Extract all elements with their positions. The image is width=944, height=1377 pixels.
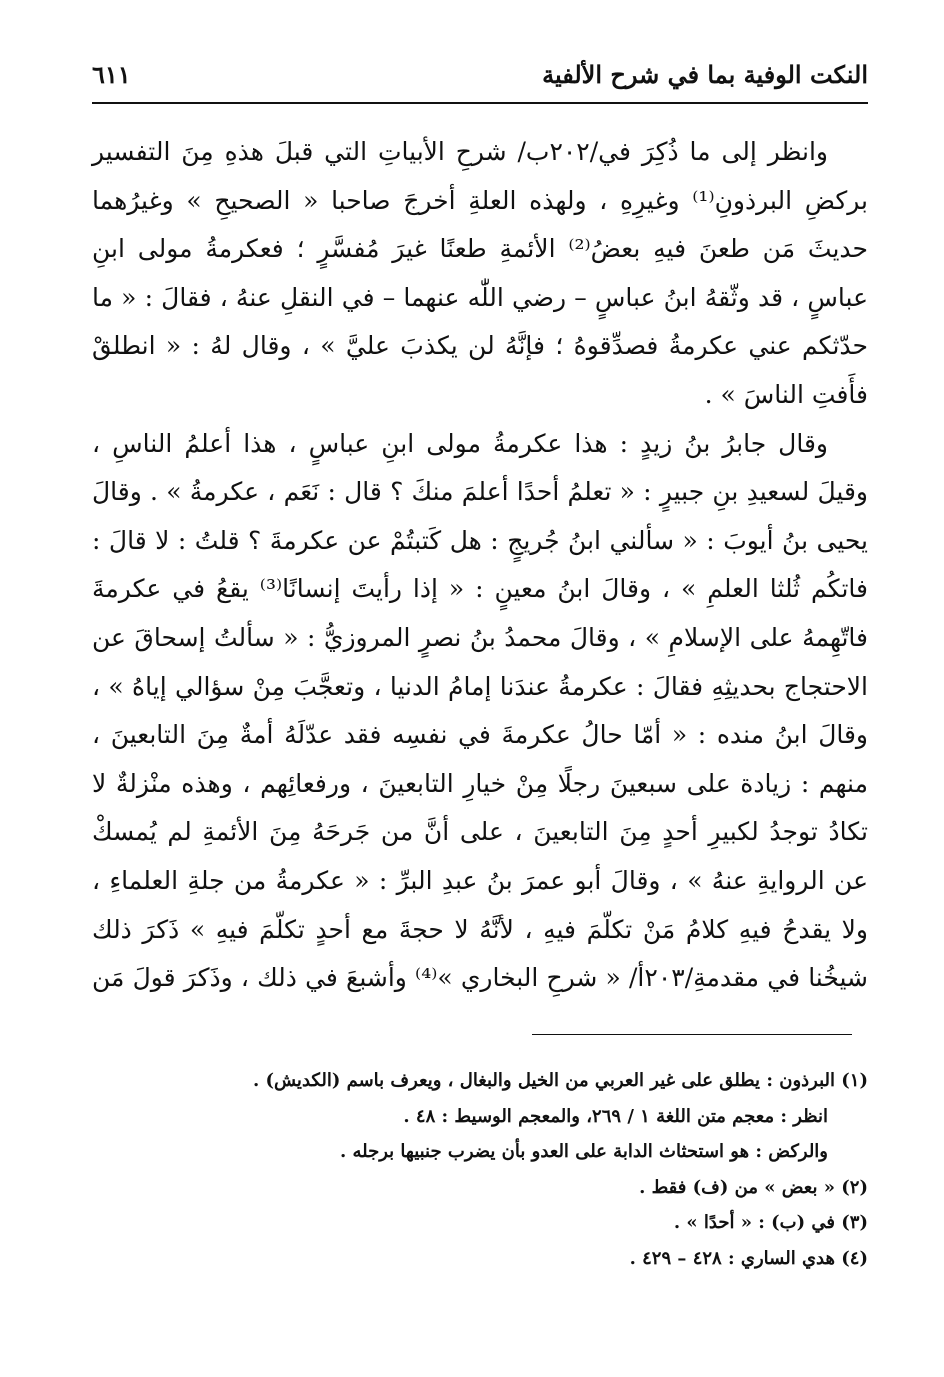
footnote-4: (٤) هدي الساري : ٤٢٨ – ٤٢٩ . — [629, 1247, 868, 1269]
paragraph-1: وانظر إلى ما ذُكِرَ في/٢٠٢ب/ شرحِ الأبياتِ التي قبلَ هذهِ مِنَ التفسير بركضِ البرذونِ⁽¹⁾ وغيرِهِ ، ولهذه العلةِ أخرجَ صاحبا « الصحيحِ » وغيرُهما حديثَ مَن طعنَ فيهِ بعضُ⁽²⁾ الأئمةِ طعنًا غيرَ مُفسَّرٍ ؛ فعكرمةُ مولى ابنِ عباسٍ ، قد وثّقهُ ابنُ عباسٍ – رضي اللّٰه عنهما – في النقلِ عنهُ ، فقالَ : « ما حدّثكم عني عكرمةُ فصدِّقوهُ ؛ فإنَّهُ لن يكذبَ عليَّ » ، وقال لهُ : « انطلقْ فأَفتِ الناسَ » . — [92, 137, 868, 409]
footnote-3: (٣) في (ب) : « أحدًا » . — [673, 1212, 868, 1233]
footnote-1-reference: انظر : معجم متن اللغة ١ / ٢٦٩، والمعجم الوسيط : ٤٨ . — [403, 1105, 828, 1127]
footnote-2: (٢) « بعض » من (ف) فقط . — [639, 1176, 868, 1198]
page-number: ٦١١ — [92, 60, 131, 89]
footnote-divider — [532, 1034, 852, 1035]
footnote-1-definition: والركض : هو استحثاث الدابة على العدو بأن يضرب جنبيها برجله . — [339, 1141, 828, 1162]
main-text — [92, 128, 868, 1003]
paragraph-2: وقال جابرُ بنُ زيدٍ : هذا عكرمةُ مولى ابنِ عباسٍ ، هذا أعلمُ الناسِ ، وقيلَ لسعيدِ بنِ جبيرٍ : « تعلمُ أحدًا أعلمَ منكَ ؟ قال : نَعَم ، عكرمةُ » . وقالَ يحيى بنُ أيوبَ : « سألني ابنُ جُريجٍ : هل كَتبتُمْ عن عكرمةَ ؟ قلتُ : لا قالَ : فاتكُم ثُلثا العلمِ » ، وقالَ ابنُ معينٍ : « إذا رأيتَ إنسانًا⁽³⁾ يقعُ في عكرمةَ فاتّهِمهُ على الإسلامِ » ، وقالَ محمدُ بنُ نصرٍ المروزيُّ : « سألتُ إسحاقَ عن الاحتجاج بحديثِهِ فقالَ : عكرمةُ عندَنا إمامُ الدنيا ، وتعجَّبَ مِنْ سؤالي إياهُ » ، وقالَ ابنُ منده : « أمّا حالُ عكرمةَ في نفسِه فقد عدّلَهُ أمةٌ مِنَ التابعينَ ، منهم : زيادة على سبعينَ رجلًا مِنْ خيارِ التابعينَ ، ورفعائِهم ، وهذه منْزلةٌ لا تكادُ توجدُ لكبيرِ أحدٍ مِنَ التابعينَ ، على أنَّ من جَرحَهُ مِنَ الأئمةِ لم يُمسكْ عن الروايةِ عنهُ » ، وقالَ أبو عمرَ بنُ عبدِ البرِّ : « عكرمةُ من جلةِ العلماءِ ، ولا يقدحُ فيهِ كلامُ مَنْ تكلّمَ فيهِ ، لأنَّهُ لا حجةَ مع أحدٍ تكلّمَ فيهِ » ذَكرَ ذلك شيخُنا في مقدمةِ/٢٠٣أ/ « شرحِ البخاري »⁽⁴⁾ وأشبعَ في ذلك ، وذَكرَ قولَ مَن — [92, 428, 868, 993]
book-title: النكت الوفية بما في شرح الألفية — [542, 60, 868, 89]
footnotes — [92, 1063, 868, 1276]
running-header — [92, 58, 868, 104]
footnote-1: (١) البرذون : يطلق على غير العربي من الخيل والبغال ، ويعرف باسم (الكديش) . — [252, 1070, 868, 1091]
